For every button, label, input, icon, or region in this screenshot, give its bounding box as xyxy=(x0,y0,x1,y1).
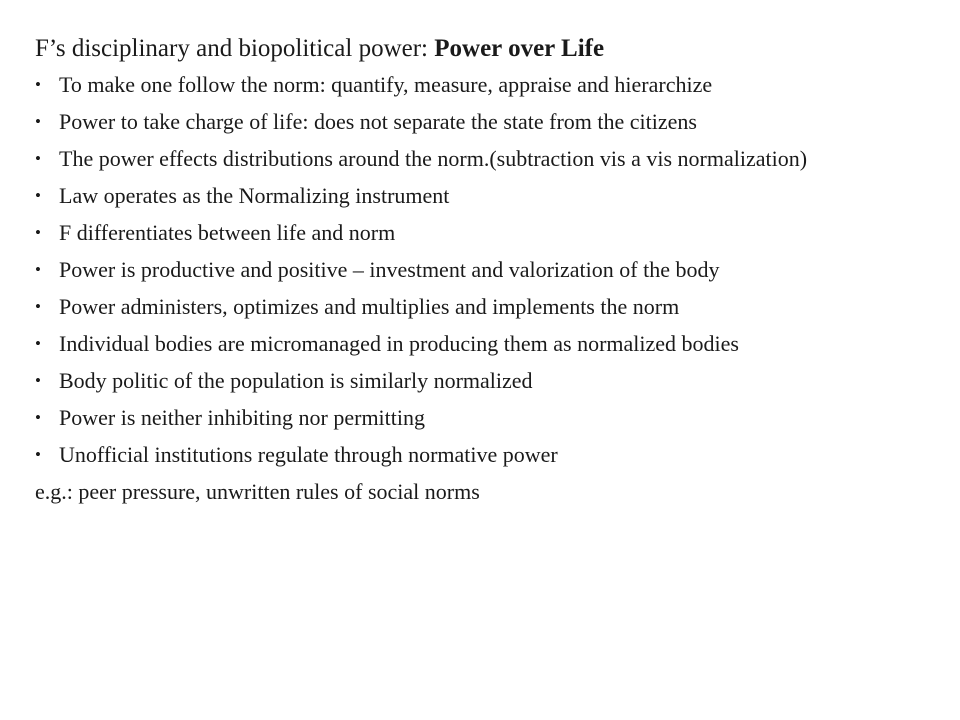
bullet-item xyxy=(35,255,945,285)
bullet-text: F differentiates between life and norm xyxy=(59,220,396,245)
bullet-text: Power administers, optimizes and multiplies and implements the norm xyxy=(59,294,680,319)
bullet-item xyxy=(35,403,945,433)
bullet-dot-icon: • xyxy=(35,297,41,316)
bullet-dot-icon: • xyxy=(35,445,41,464)
heading-prefix: F’s disciplinary and biopolitical power: xyxy=(35,35,435,62)
bullet-text: Law operates as the Normalizing instrument xyxy=(59,183,450,208)
bullet-text: Unofficial institutions regulate through normative power xyxy=(59,442,558,467)
bullet-list xyxy=(35,70,945,470)
slide-content xyxy=(35,34,945,507)
bullet-item xyxy=(35,440,945,470)
bullet-item xyxy=(35,329,945,359)
bullet-text: Power is neither inhibiting nor permitting xyxy=(59,405,426,430)
heading-emphasis: Power over Life xyxy=(434,35,605,62)
bullet-item xyxy=(35,181,945,211)
bullet-item xyxy=(35,218,945,248)
bullet-item xyxy=(35,292,945,322)
bullet-text: Power is productive and positive – investment and valorization of the body xyxy=(59,257,720,282)
bullet-dot-icon: • xyxy=(35,334,41,353)
example-footnote: e.g.: peer pressure, unwritten rules of social norms xyxy=(35,479,480,504)
bullet-text: Individual bodies are micromanaged in producing them as normalized bodies xyxy=(59,331,739,356)
bullet-dot-icon: • xyxy=(35,408,41,427)
bullet-dot-icon: • xyxy=(35,186,41,205)
bullet-text: Body politic of the population is similarly normalized xyxy=(59,368,533,393)
bullet-dot-icon: • xyxy=(35,149,41,168)
bullet-dot-icon: • xyxy=(35,371,41,390)
bullet-dot-icon: • xyxy=(35,223,41,242)
bullet-text: To make one follow the norm: quantify, measure, appraise and hierarchize xyxy=(59,72,713,97)
bullet-item xyxy=(35,107,945,137)
bullet-item xyxy=(35,366,945,396)
bullet-text: Power to take charge of life: does not separate the state from the citizens xyxy=(59,109,697,134)
bullet-dot-icon: • xyxy=(35,75,41,94)
bullet-item xyxy=(35,144,945,174)
slide-heading xyxy=(35,34,945,64)
bullet-dot-icon: • xyxy=(35,112,41,131)
bullet-text: The power effects distributions around the norm.(subtraction vis a vis normalization) xyxy=(59,146,808,171)
bullet-dot-icon: • xyxy=(35,260,41,279)
bullet-item xyxy=(35,70,945,100)
